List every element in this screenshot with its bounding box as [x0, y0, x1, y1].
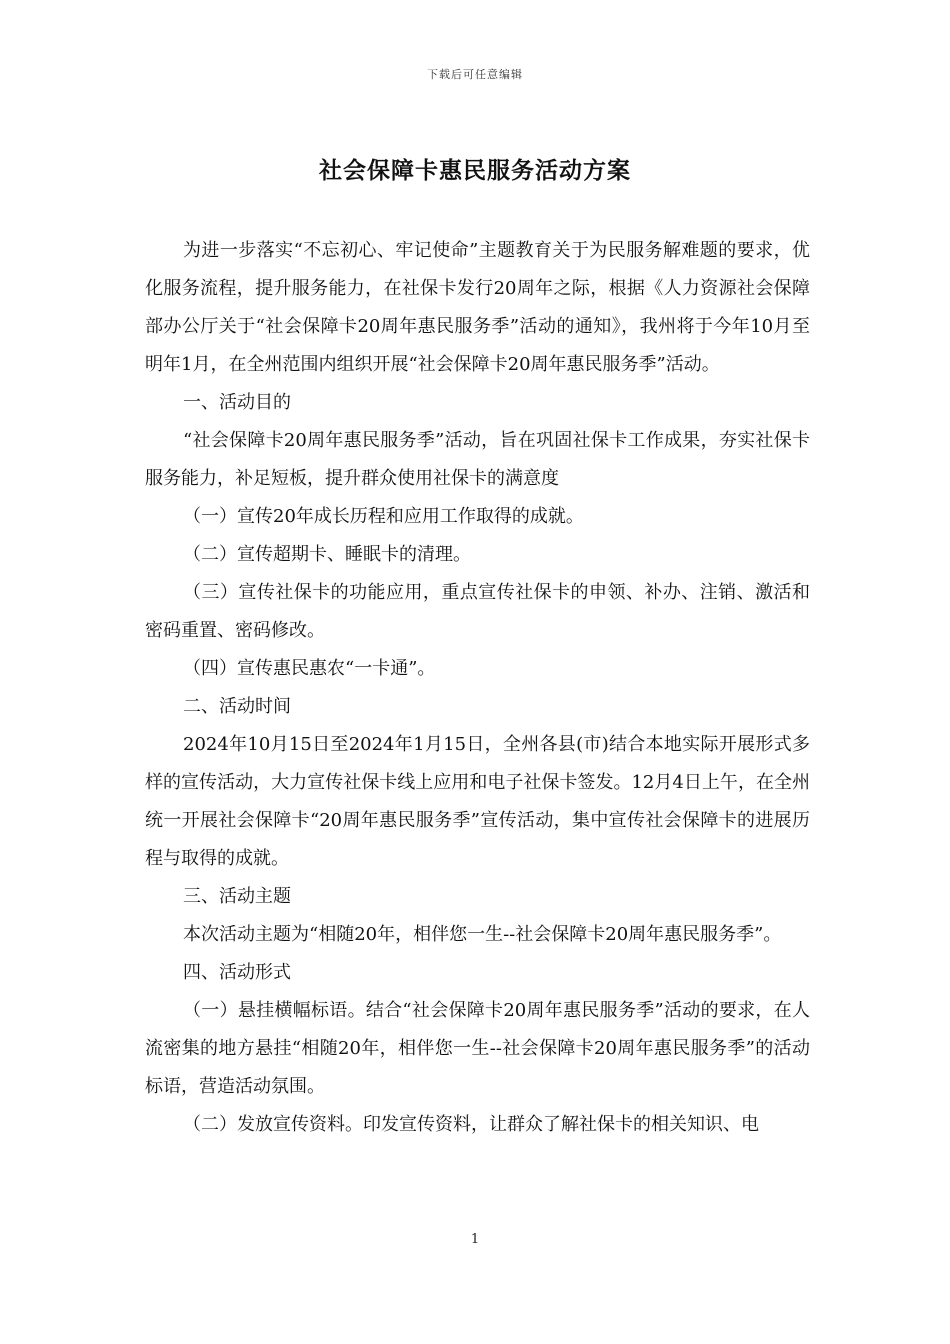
intro-paragraph: 为进一步落实“不忘初心、牢记使命”主题教育关于为民服务解难题的要求，优化服务流程，提升服务能力，在社保卡发行20周年之际，根据《人力资源社会保障部办公厅关于“社会保障卡20周年惠民服务季”活动的通知》，我州将于今年10月至明年1月，在全州范围内组织开展“社会保障卡20周年惠民服务季”活动。 [145, 240, 810, 375]
section-heading-purpose: 一、活动目的 [183, 392, 291, 413]
list-item: （一）悬挂横幅标语。结合“社会保障卡20周年惠民服务季”活动的要求，在人流密集的地方悬挂“相随20年，相伴您一生--社会保障卡20周年惠民服务季”的活动标语，营造活动氛围。 [145, 1000, 810, 1097]
section-heading-theme: 三、活动主题 [183, 886, 291, 907]
list-item: （二）发放宣传资料。印发宣传资料，让群众了解社保卡的相关知识、电 [183, 1114, 759, 1135]
document-body [145, 232, 810, 1144]
document-title: 社会保障卡惠民服务活动方案 [319, 157, 631, 184]
page-number: 1 [470, 1232, 480, 1247]
paragraph: 2024年10月15日至2024年1月15日，全州各县(市)结合本地实际开展形式多样的宣传活动，大力宣传社保卡线上应用和电子社保卡签发。12月4日上午，在全州统一开展社会保障卡“20周年惠民服务季”宣传活动，集中宣传社会保障卡的进展历程与取得的成就。 [145, 734, 810, 869]
section-heading-time: 二、活动时间 [183, 696, 291, 717]
list-item: （三）宣传社保卡的功能应用，重点宣传社保卡的申领、补办、注销、激活和密码重置、密码修改。 [145, 582, 810, 641]
list-item: （一）宣传20年成长历程和应用工作取得的成就。 [183, 506, 584, 527]
section-heading-format: 四、活动形式 [183, 962, 291, 983]
list-item: （四）宣传惠民惠农“一卡通”。 [183, 658, 436, 679]
header-note: 下载后可任意编辑 [427, 68, 523, 81]
paragraph: 本次活动主题为“相随20年，相伴您一生--社会保障卡20周年惠民服务季”。 [183, 924, 782, 945]
paragraph: “社会保障卡20周年惠民服务季”活动，旨在巩固社保卡工作成果，夯实社保卡服务能力，补足短板，提升群众使用社保卡的满意度 [145, 430, 810, 489]
list-item: （二）宣传超期卡、睡眠卡的清理。 [183, 544, 471, 565]
